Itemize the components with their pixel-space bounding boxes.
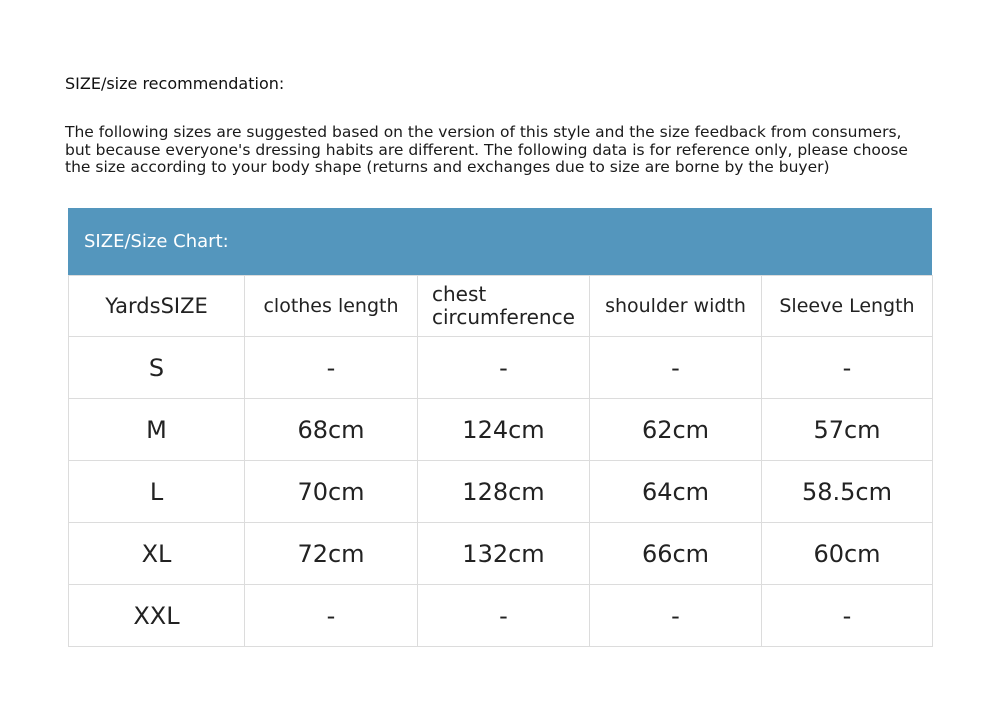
recommendation-line: The following sizes are suggested based on the version of this style and the size feedback from consumers, <box>65 123 902 141</box>
table-cell: 128cm <box>418 461 590 523</box>
table-cell: 62cm <box>590 399 762 461</box>
column-header-size: YardsSIZE <box>69 276 245 337</box>
table-cell: - <box>590 337 762 399</box>
column-header-shoulder-width: shoulder width <box>590 276 762 337</box>
table-cell: 66cm <box>590 523 762 585</box>
size-label: L <box>69 461 245 523</box>
table-cell: 124cm <box>418 399 590 461</box>
table-header-row <box>69 276 933 337</box>
table-cell: - <box>245 585 418 647</box>
chest-header-line: chest <box>432 282 487 306</box>
table-row <box>69 399 933 461</box>
table-cell: - <box>418 585 590 647</box>
table-cell: 64cm <box>590 461 762 523</box>
column-header-chest-circumference <box>418 276 590 337</box>
size-label: XXL <box>69 585 245 647</box>
table-cell: - <box>418 337 590 399</box>
table-cell: 58.5cm <box>762 461 933 523</box>
table-cell: 72cm <box>245 523 418 585</box>
table-row <box>69 523 933 585</box>
table-cell: - <box>590 585 762 647</box>
column-header-clothes-length: clothes length <box>245 276 418 337</box>
chest-header-line: circumference <box>432 305 575 329</box>
column-header-sleeve-length: Sleeve Length <box>762 276 933 337</box>
recommendation-text <box>65 124 940 177</box>
size-label: M <box>69 399 245 461</box>
size-chart <box>68 208 932 647</box>
table-cell: - <box>762 585 933 647</box>
table-row <box>69 585 933 647</box>
table-cell: 70cm <box>245 461 418 523</box>
table-cell: - <box>245 337 418 399</box>
table-cell: 68cm <box>245 399 418 461</box>
size-label: S <box>69 337 245 399</box>
recommendation-title: SIZE/size recommendation: <box>65 74 285 93</box>
recommendation-line: the size according to your body shape (returns and exchanges due to size are borne by the buyer) <box>65 158 830 176</box>
table-row <box>69 461 933 523</box>
size-table <box>68 275 933 647</box>
table-cell: 57cm <box>762 399 933 461</box>
table-cell: - <box>762 337 933 399</box>
size-chart-header: SIZE/Size Chart: <box>68 208 932 275</box>
recommendation-line: but because everyone's dressing habits are different. The following data is for reference only, please choose <box>65 140 908 159</box>
table-cell: 60cm <box>762 523 933 585</box>
table-row <box>69 337 933 399</box>
size-label: XL <box>69 523 245 585</box>
table-cell: 132cm <box>418 523 590 585</box>
